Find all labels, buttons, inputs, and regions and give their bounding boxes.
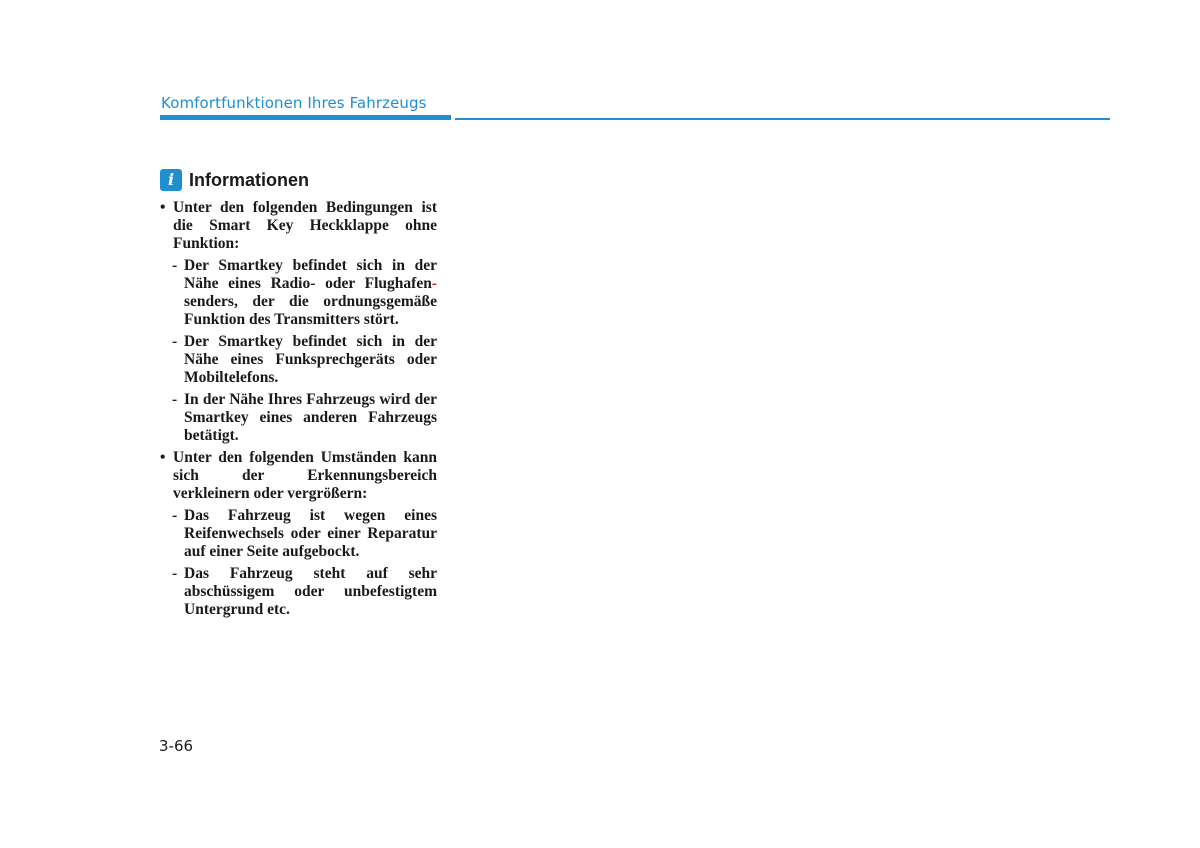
hyphenation-mark: -	[431, 275, 437, 292]
sub-text-part: senders, der die ordnungsgemäße Funktion des Transmitters stört.	[184, 293, 437, 328]
dash-mark: -	[172, 391, 178, 408]
information-heading	[160, 169, 437, 191]
sub-text: Das Fahrzeug steht auf sehr abschüssigem oder unbefestigtem Untergrund etc.	[184, 565, 437, 618]
bullet-text: Unter den folgenden Bedingungen ist die Smart Key Heckklappe ohne Funktion:	[173, 199, 437, 252]
page-number: 3-66	[159, 737, 194, 755]
information-title: Informationen	[189, 169, 309, 190]
sub-text-part: Der Smartkey befindet sich in der Nähe eines Radio- oder Flughafen	[184, 257, 437, 292]
header-rule-thick	[160, 115, 451, 120]
information-body	[160, 199, 437, 619]
bullet-mark: •	[160, 449, 166, 466]
sub-item	[160, 391, 437, 445]
sub-text: Der Smartkey befindet sich in der Nähe eines Funksprechgeräts oder Mobiltelefons.	[184, 333, 437, 386]
sub-item	[160, 333, 437, 387]
chapter-title: Komfortfunktionen Ihres Fahrzeugs	[161, 94, 427, 112]
dash-mark: -	[172, 257, 178, 274]
bullet-item	[160, 199, 437, 253]
dash-mark: -	[172, 565, 178, 582]
bullet-text: Unter den folgenden Umständen kann sich der Erkennungsbereich verkleinern oder vergrößern:	[173, 449, 437, 502]
info-icon-glyph: i	[167, 170, 175, 189]
sub-text: Das Fahrzeug ist wegen eines Reifenwechsels oder einer Reparatur auf einer Seite aufgebockt.	[184, 507, 437, 560]
dash-mark: -	[172, 507, 178, 524]
bullet-item	[160, 449, 437, 503]
sub-item	[160, 565, 437, 619]
sub-item	[160, 257, 437, 329]
sub-text: In der Nähe Ihres Fahrzeugs wird der Smartkey eines anderen Fahrzeugs betätigt.	[184, 391, 437, 444]
information-box	[160, 169, 437, 623]
sub-item	[160, 507, 437, 561]
header-rule-thin	[455, 118, 1110, 120]
bullet-mark: •	[160, 199, 166, 216]
dash-mark: -	[172, 333, 178, 350]
info-icon	[160, 169, 182, 191]
